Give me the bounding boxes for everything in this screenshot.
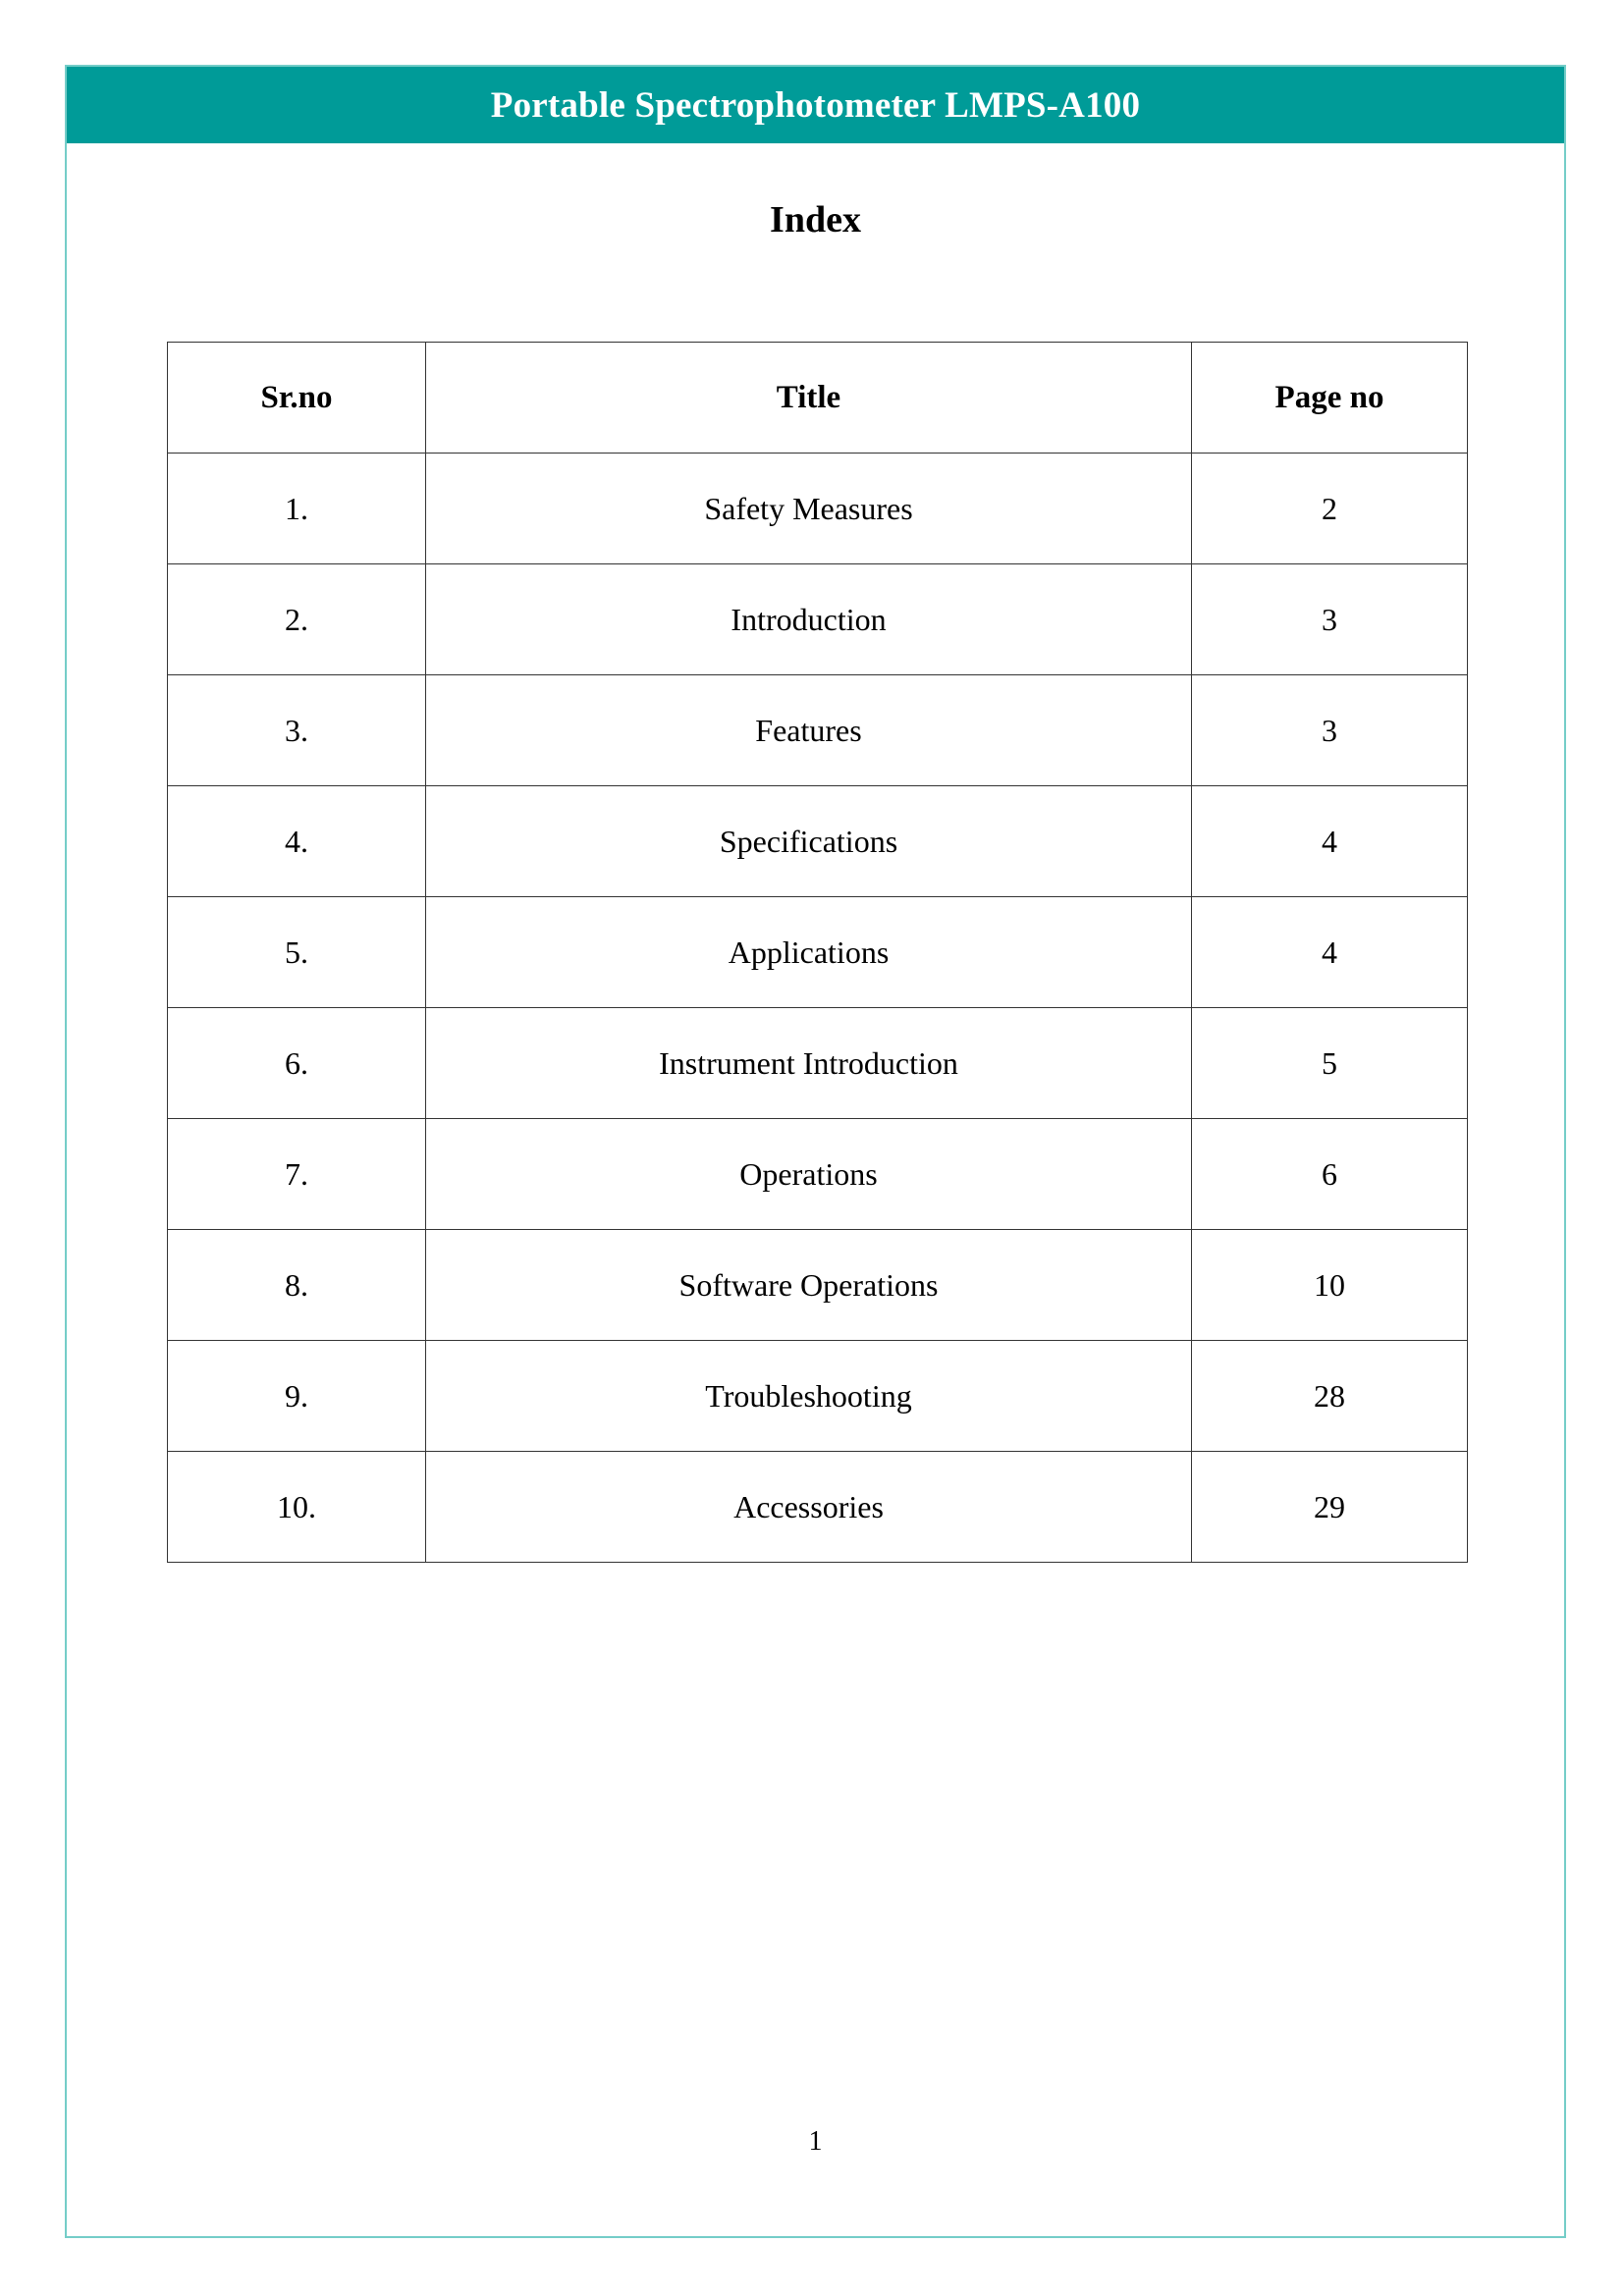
row-srno: 1.: [168, 454, 426, 564]
header-srno: Sr.no: [168, 343, 426, 454]
table-row: [168, 1230, 1468, 1341]
row-title: Safety Measures: [426, 454, 1192, 564]
row-title: Accessories: [426, 1452, 1192, 1563]
row-srno: 4.: [168, 786, 426, 897]
row-title: Operations: [426, 1119, 1192, 1230]
page-frame: [65, 65, 1566, 2238]
table-row: [168, 564, 1468, 675]
row-title: Specifications: [426, 786, 1192, 897]
header-title: Title: [426, 343, 1192, 454]
table-row: [168, 1119, 1468, 1230]
row-srno: 6.: [168, 1008, 426, 1119]
table-row: [168, 454, 1468, 564]
table-row: [168, 786, 1468, 897]
table-row: [168, 1341, 1468, 1452]
row-title: Instrument Introduction: [426, 1008, 1192, 1119]
table-row: [168, 1452, 1468, 1563]
row-title: Troubleshooting: [426, 1341, 1192, 1452]
row-page-no: 4: [1192, 897, 1468, 1008]
table-row: [168, 1008, 1468, 1119]
document-title: Portable Spectrophotometer LMPS-A100: [490, 84, 1141, 126]
row-page-no: 4: [1192, 786, 1468, 897]
row-title: Features: [426, 675, 1192, 786]
table-row: [168, 675, 1468, 786]
header-page-no: Page no: [1192, 343, 1468, 454]
row-srno: 3.: [168, 675, 426, 786]
row-title: Applications: [426, 897, 1192, 1008]
row-srno: 5.: [168, 897, 426, 1008]
row-title: Software Operations: [426, 1230, 1192, 1341]
row-srno: 9.: [168, 1341, 426, 1452]
row-page-no: 3: [1192, 675, 1468, 786]
row-title: Introduction: [426, 564, 1192, 675]
table-row: [168, 897, 1468, 1008]
index-heading: Index: [770, 199, 861, 240]
row-srno: 2.: [168, 564, 426, 675]
row-page-no: 29: [1192, 1452, 1468, 1563]
table-header-row: [168, 343, 1468, 454]
row-page-no: 2: [1192, 454, 1468, 564]
row-page-no: 6: [1192, 1119, 1468, 1230]
row-srno: 10.: [168, 1452, 426, 1563]
row-srno: 7.: [168, 1119, 426, 1230]
row-page-no: 10: [1192, 1230, 1468, 1341]
index-table: [167, 342, 1468, 1563]
row-page-no: 28: [1192, 1341, 1468, 1452]
header-bar: [67, 67, 1564, 143]
row-page-no: 3: [1192, 564, 1468, 675]
row-srno: 8.: [168, 1230, 426, 1341]
row-page-no: 5: [1192, 1008, 1468, 1119]
page-number: 1: [808, 2126, 823, 2157]
